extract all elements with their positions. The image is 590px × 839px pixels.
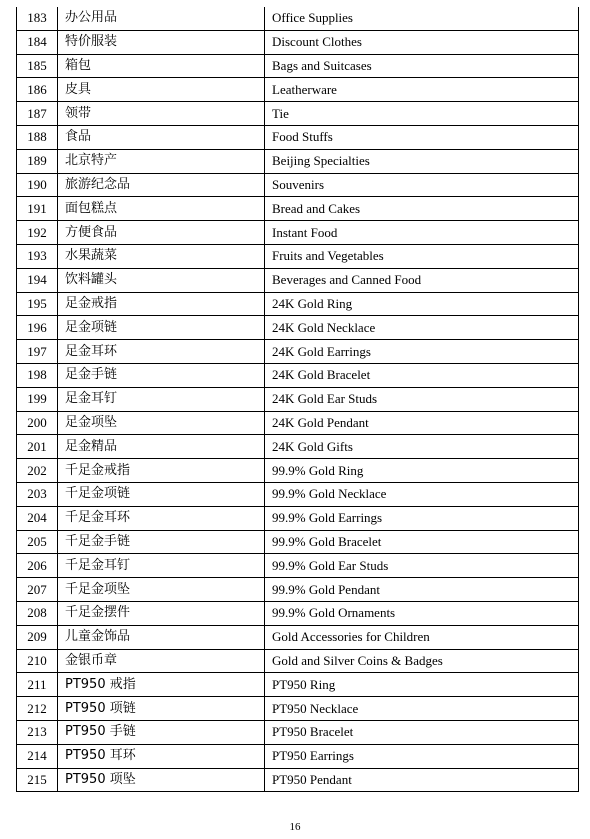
row-number-cell: 186	[17, 78, 58, 102]
row-number-cell: 183	[17, 7, 58, 30]
chinese-term-cell: 足金耳环	[58, 340, 265, 364]
english-term-cell: 24K Gold Ring	[265, 292, 579, 316]
table-row	[17, 649, 579, 673]
row-number-cell: 193	[17, 244, 58, 268]
row-number-cell: 190	[17, 173, 58, 197]
english-term-cell: Discount Clothes	[265, 30, 579, 54]
table-row	[17, 102, 579, 126]
table-row	[17, 54, 579, 78]
page-number: 16	[289, 821, 301, 833]
row-number-cell: 191	[17, 197, 58, 221]
table-row	[17, 7, 579, 30]
row-number-cell: 214	[17, 744, 58, 768]
table-row	[17, 506, 579, 530]
table-row	[17, 387, 579, 411]
english-term-cell: 24K Gold Pendant	[265, 411, 579, 435]
row-number-cell: 196	[17, 316, 58, 340]
english-term-cell: 24K Gold Bracelet	[265, 363, 579, 387]
english-term-cell: Beverages and Canned Food	[265, 268, 579, 292]
table-row	[17, 578, 579, 602]
row-number-cell: 202	[17, 459, 58, 483]
english-term-cell: PT950 Bracelet	[265, 720, 579, 744]
chinese-term-cell: 足金耳钉	[58, 387, 265, 411]
chinese-term-cell: 千足金项链	[58, 482, 265, 506]
english-term-cell: Souvenirs	[265, 173, 579, 197]
table-row	[17, 149, 579, 173]
table-row	[17, 244, 579, 268]
table-row	[17, 482, 579, 506]
chinese-term-cell: 足金戒指	[58, 292, 265, 316]
english-term-cell: Gold and Silver Coins & Badges	[265, 649, 579, 673]
table-row	[17, 768, 579, 792]
chinese-term-cell: 足金项链	[58, 316, 265, 340]
row-number-cell: 197	[17, 340, 58, 364]
chinese-term-cell: 千足金耳环	[58, 506, 265, 530]
row-number-cell: 205	[17, 530, 58, 554]
english-term-cell: 99.9% Gold Ornaments	[265, 601, 579, 625]
row-number-cell: 209	[17, 625, 58, 649]
row-number-cell: 211	[17, 673, 58, 697]
row-number-cell: 204	[17, 506, 58, 530]
english-term-cell: 24K Gold Ear Studs	[265, 387, 579, 411]
row-number-cell: 189	[17, 149, 58, 173]
chinese-term-cell: 面包糕点	[58, 197, 265, 221]
terms-table-body	[17, 7, 579, 792]
english-term-cell: 24K Gold Necklace	[265, 316, 579, 340]
terms-table	[16, 7, 579, 792]
table-row	[17, 554, 579, 578]
english-term-cell: PT950 Earrings	[265, 744, 579, 768]
chinese-term-cell: 旅游纪念品	[58, 173, 265, 197]
row-number-cell: 199	[17, 387, 58, 411]
row-number-cell: 192	[17, 221, 58, 245]
row-number-cell: 187	[17, 102, 58, 126]
row-number-cell: 200	[17, 411, 58, 435]
chinese-term-cell: 箱包	[58, 54, 265, 78]
table-row	[17, 720, 579, 744]
chinese-term-cell: PT950 项坠	[58, 768, 265, 792]
table-row	[17, 435, 579, 459]
table-row	[17, 697, 579, 721]
chinese-term-cell: 饮料罐头	[58, 268, 265, 292]
english-term-cell: Tie	[265, 102, 579, 126]
row-number-cell: 188	[17, 125, 58, 149]
table-row	[17, 459, 579, 483]
english-term-cell: Food Stuffs	[265, 125, 579, 149]
table-row	[17, 530, 579, 554]
chinese-term-cell: 特价服装	[58, 30, 265, 54]
english-term-cell: Gold Accessories for Children	[265, 625, 579, 649]
english-term-cell: Fruits and Vegetables	[265, 244, 579, 268]
chinese-term-cell: 办公用品	[58, 7, 265, 30]
row-number-cell: 203	[17, 482, 58, 506]
table-row	[17, 125, 579, 149]
english-term-cell: Instant Food	[265, 221, 579, 245]
chinese-term-cell: 食品	[58, 125, 265, 149]
english-term-cell: 99.9% Gold Ring	[265, 459, 579, 483]
row-number-cell: 215	[17, 768, 58, 792]
chinese-term-cell: 金银币章	[58, 649, 265, 673]
table-row	[17, 197, 579, 221]
english-term-cell: Bags and Suitcases	[265, 54, 579, 78]
chinese-term-cell: 足金手链	[58, 363, 265, 387]
chinese-term-cell: 领带	[58, 102, 265, 126]
english-term-cell: Office Supplies	[265, 7, 579, 30]
row-number-cell: 213	[17, 720, 58, 744]
chinese-term-cell: PT950 戒指	[58, 673, 265, 697]
table-row	[17, 625, 579, 649]
table-row	[17, 221, 579, 245]
english-term-cell: 24K Gold Earrings	[265, 340, 579, 364]
english-term-cell: 99.9% Gold Bracelet	[265, 530, 579, 554]
chinese-term-cell: 千足金项坠	[58, 578, 265, 602]
chinese-term-cell: 方便食品	[58, 221, 265, 245]
row-number-cell: 208	[17, 601, 58, 625]
chinese-term-cell: 水果蔬菜	[58, 244, 265, 268]
table-row	[17, 363, 579, 387]
english-term-cell: 99.9% Gold Necklace	[265, 482, 579, 506]
row-number-cell: 210	[17, 649, 58, 673]
table-row	[17, 744, 579, 768]
english-term-cell: Beijing Specialties	[265, 149, 579, 173]
table-row	[17, 340, 579, 364]
chinese-term-cell: PT950 项链	[58, 697, 265, 721]
english-term-cell: 99.9% Gold Earrings	[265, 506, 579, 530]
table-row	[17, 601, 579, 625]
row-number-cell: 201	[17, 435, 58, 459]
chinese-term-cell: 儿童金饰品	[58, 625, 265, 649]
english-term-cell: 99.9% Gold Pendant	[265, 578, 579, 602]
row-number-cell: 184	[17, 30, 58, 54]
chinese-term-cell: 北京特产	[58, 149, 265, 173]
english-term-cell: 24K Gold Gifts	[265, 435, 579, 459]
table-row	[17, 673, 579, 697]
chinese-term-cell: 足金项坠	[58, 411, 265, 435]
row-number-cell: 195	[17, 292, 58, 316]
table-row	[17, 78, 579, 102]
english-term-cell: 99.9% Gold Ear Studs	[265, 554, 579, 578]
chinese-term-cell: 足金精品	[58, 435, 265, 459]
chinese-term-cell: 千足金耳钉	[58, 554, 265, 578]
row-number-cell: 194	[17, 268, 58, 292]
chinese-term-cell: 千足金摆件	[58, 601, 265, 625]
table-row	[17, 30, 579, 54]
chinese-term-cell: 千足金手链	[58, 530, 265, 554]
chinese-term-cell: 千足金戒指	[58, 459, 265, 483]
row-number-cell: 185	[17, 54, 58, 78]
english-term-cell: PT950 Necklace	[265, 697, 579, 721]
english-term-cell: Bread and Cakes	[265, 197, 579, 221]
row-number-cell: 207	[17, 578, 58, 602]
table-row	[17, 173, 579, 197]
table-row	[17, 316, 579, 340]
row-number-cell: 212	[17, 697, 58, 721]
row-number-cell: 198	[17, 363, 58, 387]
table-row	[17, 411, 579, 435]
chinese-term-cell: PT950 手链	[58, 720, 265, 744]
chinese-term-cell: 皮具	[58, 78, 265, 102]
table-row	[17, 268, 579, 292]
chinese-term-cell: PT950 耳环	[58, 744, 265, 768]
english-term-cell: PT950 Ring	[265, 673, 579, 697]
row-number-cell: 206	[17, 554, 58, 578]
terms-table-container	[16, 7, 578, 792]
table-row	[17, 292, 579, 316]
english-term-cell: Leatherware	[265, 78, 579, 102]
english-term-cell: PT950 Pendant	[265, 768, 579, 792]
